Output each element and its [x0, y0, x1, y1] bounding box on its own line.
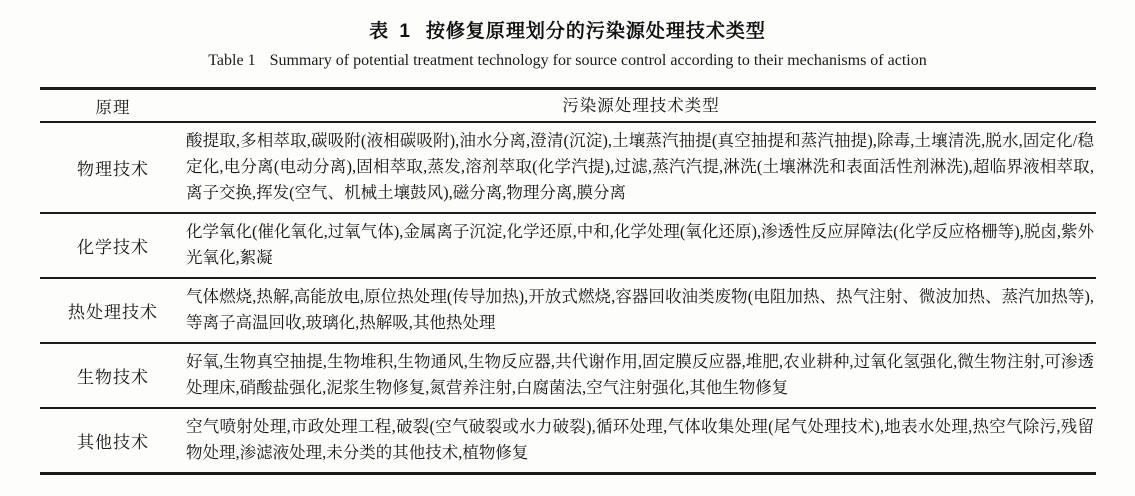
table-row-biological	[40, 344, 1096, 409]
treatment-technology-table	[40, 87, 1096, 475]
principle-cell: 其他技术	[77, 433, 149, 452]
table-row-chemical	[40, 214, 1096, 279]
table-title-zh	[0, 0, 1135, 43]
table-title-zh-text: 按修复原理划分的污染源处理技术类型	[425, 21, 766, 42]
principle-cell: 热处理技术	[68, 303, 158, 322]
technologies-cell: 空气喷射处理,市政处理工程,破裂(空气破裂或水力破裂),循环处理,气体收集处理(尾气处理技术),地表水处理,热空气除污,残留物处理,渗滤液处理,未分类的其他技术,植物修复	[186, 417, 1094, 462]
table-title-en-text: Summary of potential treatment technology for source control according to their mechanisms of action	[269, 52, 927, 69]
table-header-row	[40, 90, 1096, 123]
technologies-cell: 酸提取,多相萃取,碳吸附(液相碳吸附),油水分离,澄清(沉淀),土壤蒸汽抽提(真空抽提和蒸汽抽提),除毒,土壤清洗,脱水,固定化/稳定化,电分离(电动分离),固相萃取,蒸发,溶剂萃取(化学汽提),过滤,蒸汽汽提,淋洗(土壤淋洗和表面活性剂淋洗),超临界液相萃取,离子交换,挥发(空气、机械土壤鼓风),磁分离,物理分离,膜分离	[186, 131, 1094, 202]
technologies-cell: 气体燃烧,热解,高能放电,原位热处理(传导加热),开放式燃烧,容器回收油类废物(电阻加热、热气注射、微波加热、蒸汽加热等),等离子高温回收,玻璃化,热解吸,其他热处理	[186, 287, 1094, 332]
principle-header-cell: 原理	[95, 97, 131, 117]
principle-cell: 物理技术	[77, 160, 149, 179]
table-number-en: Table 1	[208, 52, 256, 69]
principle-cell: 化学技术	[77, 238, 149, 257]
technologies-cell: 好氧,生物真空抽提,生物堆积,生物通风,生物反应器,共代谢作用,固定膜反应器,堆肥,农业耕种,过氧化氢强化,微生物注射,可渗透处理床,硝酸盐强化,泥浆生物修复,氮营养注射,白腐菌法,空气注射强化,其他生物修复	[186, 352, 1094, 397]
table-row-physical	[40, 123, 1096, 214]
table-number-zh: 表 1	[369, 21, 413, 42]
table-title-en	[0, 52, 1135, 70]
technologies-header-cell: 污染源处理技术类型	[562, 95, 720, 115]
table-row-other	[40, 409, 1096, 472]
technologies-cell: 化学氧化(催化氧化,过氧气体),金属离子沉淀,化学还原,中和,化学处理(氧化还原),渗透性反应屏障法(化学反应格栅等),脱卤,紫外光氧化,絮凝	[186, 222, 1094, 267]
principle-cell: 生物技术	[77, 368, 149, 387]
table-row-thermal	[40, 279, 1096, 344]
